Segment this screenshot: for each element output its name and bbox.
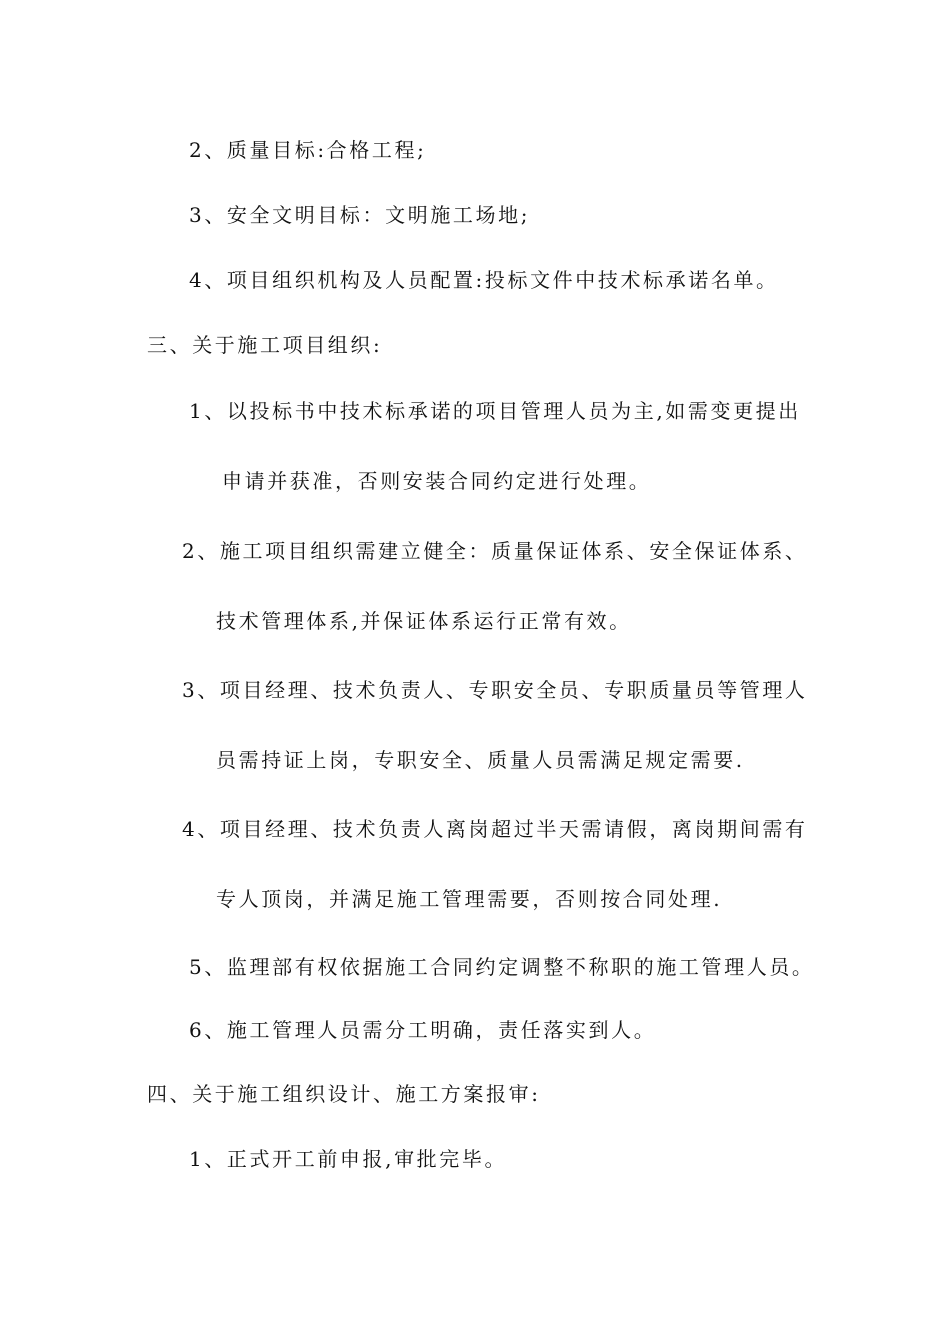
org-item-1-line-1: 1、以投标书中技术标承诺的项目管理人员为主,如需变更提出 [189, 399, 801, 423]
goal-safety-item: 3、安全文明目标：文明施工场地; [189, 203, 531, 227]
org-item-1-line-2: 申请并获准，否则安装合同约定进行处理。 [222, 469, 652, 493]
org-item-2-line-2: 技术管理体系,并保证体系运行正常有效。 [216, 609, 632, 633]
org-item-4-line-1: 4、项目经理、技术负责人离岗超过半天需请假，离岗期间需有 [182, 817, 808, 841]
org-item-2-line-1: 2、施工项目组织需建立健全：质量保证体系、安全保证体系、 [182, 539, 808, 563]
org-item-6: 6、施工管理人员需分工明确，责任落实到人。 [189, 1018, 657, 1042]
org-item-5: 5、监理部有权依据施工合同约定调整不称职的施工管理人员。 [189, 955, 815, 979]
org-item-3-line-1: 3、项目经理、技术负责人、专职安全员、专职质量员等管理人 [182, 678, 808, 702]
section-heading-organization: 三、关于施工项目组织: [147, 333, 383, 357]
section-heading-design-review: 四、关于施工组织设计、施工方案报审: [147, 1082, 541, 1106]
org-item-4-line-2: 专人顶岗，并满足施工管理需要，否则按合同处理. [216, 887, 723, 911]
review-item-1: 1、正式开工前申报,审批完毕。 [189, 1147, 508, 1171]
goal-quality-item: 2、质量目标:合格工程; [189, 138, 427, 162]
goal-organization-item: 4、项目组织机构及人员配置:投标文件中技术标承诺名单。 [189, 268, 779, 292]
org-item-3-line-2: 员需持证上岗，专职安全、质量人员需满足规定需要. [216, 748, 745, 772]
